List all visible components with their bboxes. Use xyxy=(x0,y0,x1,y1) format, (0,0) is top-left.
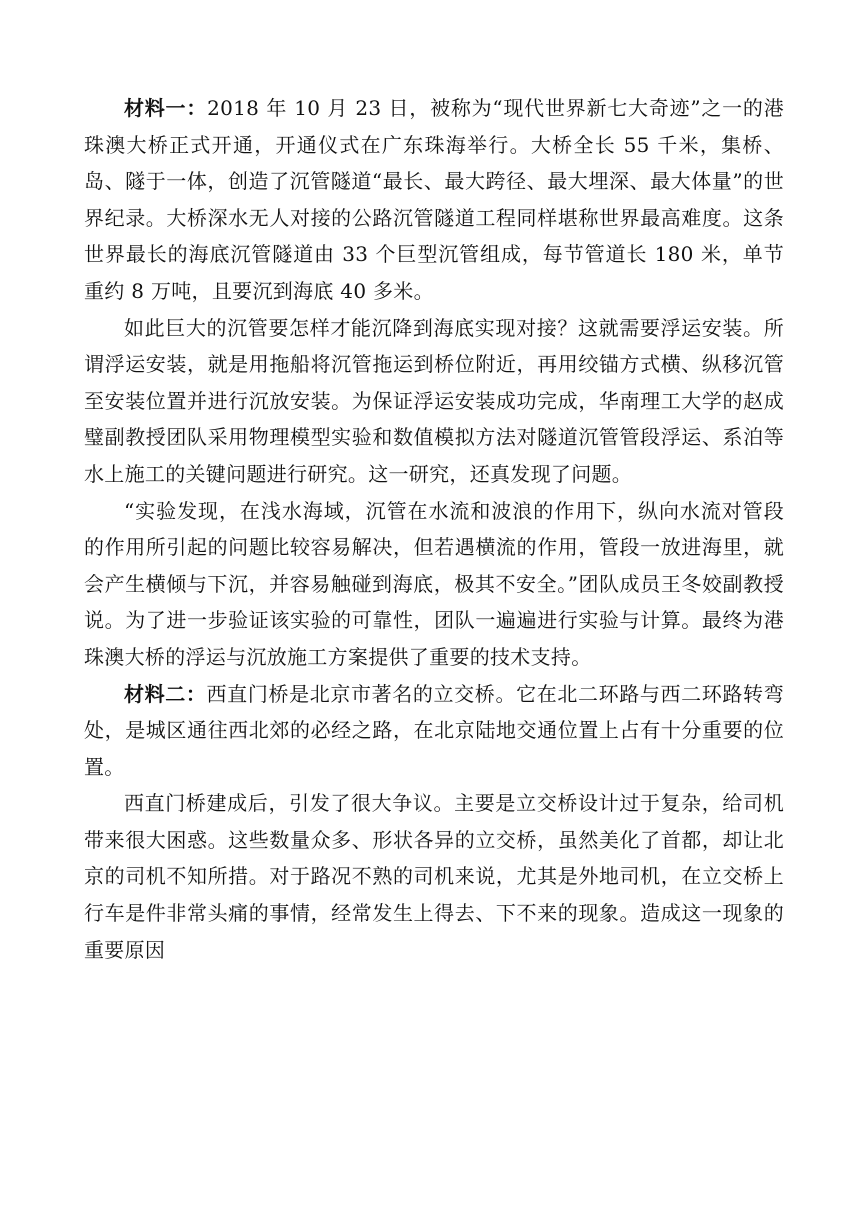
material-two-text: 西直门桥是北京市著名的立交桥。它在北二环路与西二环路转弯处，是城区通往西北郊的必经之路，在北京陆地交通位置上占有十分重要的位置。 xyxy=(84,681,784,779)
paragraph-material-two xyxy=(84,676,784,786)
material-two-label: 材料二： xyxy=(124,681,207,706)
material-one-label: 材料一： xyxy=(124,96,208,120)
paragraph-xizhimen-controversy xyxy=(84,785,784,968)
paragraph-text: 如此巨大的沉管要怎样才能沉降到海底实现对接？这就需要浮运安装。所谓浮运安装，就是用拖船将沉管拖运到桥位附近，再用绞锚方式横、纵移沉管至安装位置并进行沉放安装。为保证浮运安装成功完成，华南理工大学的赵成璧副教授团队采用物理模型实验和数值模拟方法对隧道沉管管段浮运、系泊等水上施工的关键问题进行研究。这一研究，还真发现了问题。 xyxy=(84,315,784,486)
paragraph-text: 西直门桥建成后，引发了很大争议。主要是立交桥设计过于复杂，给司机带来很大困惑。这些数量众多、形状各异的立交桥，虽然美化了首都，却让北京的司机不知所措。对于路况不熟的司机来说，尤其是外地司机，在立交桥上行车是件非常头痛的事情，经常发生上得去、下不来的现象。造成这一现象的重要原因 xyxy=(84,791,784,962)
paragraph-text: “实验发现，在浅水海域，沉管在水流和波浪的作用下，纵向水流对管段的作用所引起的问题比较容易解决，但若遇横流的作用，管段一放进海里，就会产生横倾与下沉，并容易触碰到海底，极其不安全。”团队成员王冬姣副教授说。为了进一步验证该实验的可靠性，团队一遍遍进行实验与计算。最终为港珠澳大桥的浮运与沉放施工方案提供了重要的技术支持。 xyxy=(84,498,784,669)
paragraph-floating-installation xyxy=(84,310,784,493)
paragraph-material-one xyxy=(84,90,784,310)
material-one-text: 2018 年 10 月 23 日，被称为“现代世界新七大奇迹”之一的港珠澳大桥正式开通，开通仪式在广东珠海举行。大桥全长 55 千米，集桥、岛、隧于一体，创造了沉管隧道“最长、最大跨径、最大埋深、最大体量”的世界纪录。大桥深水无人对接的公路沉管隧道工程同样堪称世界最高难度。这条世界最长的海底沉管隧道由 33 个巨型沉管组成，每节管道长 180 米，单节重约 8 万吨，且要沉到海底 40 多米。 xyxy=(84,96,784,303)
document-body xyxy=(84,90,784,968)
paragraph-experiment-quote xyxy=(84,493,784,676)
